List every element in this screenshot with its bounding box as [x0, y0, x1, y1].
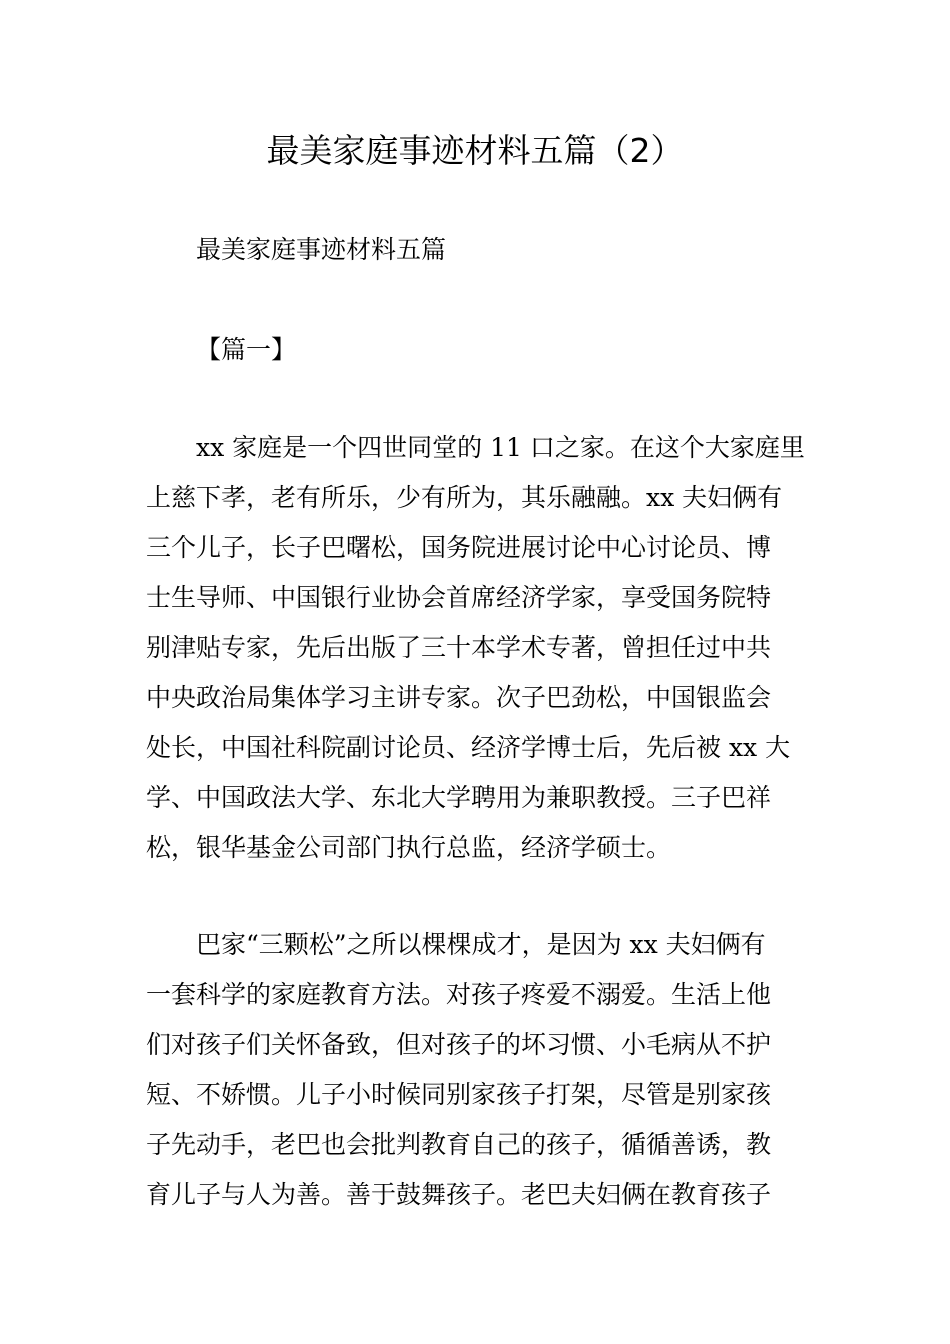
- paragraph-line: 们对孩子们关怀备致，但对孩子的坏习惯、小毛病从不护: [146, 1030, 772, 1059]
- section-label: 【篇一】: [196, 335, 297, 364]
- paragraph-line: 别津贴专家，先后出版了三十本学术专著，曾担任过中共: [146, 633, 772, 662]
- paragraph-line: 育儿子与人为善。善于鼓舞孩子。老巴夫妇俩在教育孩子: [146, 1180, 772, 1209]
- paragraph-line: 短、不娇惯。儿子小时候同别家孩子打架，尽管是别家孩: [146, 1080, 772, 1109]
- paragraph-2: [146, 920, 806, 1220]
- document-title: 最美家庭事迹材料五篇（2）: [266, 131, 684, 170]
- paragraph-line: 处长，中国社科院副讨论员、经济学博士后，先后被 xx 大: [146, 733, 791, 762]
- paragraph-line: xx 家庭是一个四世同堂的 11 口之家。在这个大家庭里: [196, 433, 805, 462]
- paragraph-line: 巴家“三颗松”之所以棵棵成才，是因为 xx 夫妇俩有: [196, 930, 766, 959]
- document-subtitle: 最美家庭事迹材料五篇: [196, 235, 447, 264]
- paragraph-line: 一套科学的家庭教育方法。对孩子疼爱不溺爱。生活上他: [146, 980, 772, 1009]
- paragraph-line: 上慈下孝，老有所乐，少有所为，其乐融融。xx 夫妇俩有: [146, 483, 783, 512]
- paragraph-line: 三个儿子，长子巴曙松，国务院进展讨论中心讨论员、博: [146, 533, 772, 562]
- paragraph-line: 子先动手，老巴也会批判教育自己的孩子，循循善诱，教: [146, 1130, 772, 1159]
- paragraph-1: [146, 423, 806, 873]
- paragraph-line: 学、中国政法大学、东北大学聘用为兼职教授。三子巴祥: [146, 783, 772, 812]
- paragraph-line: 士生导师、中国银行业协会首席经济学家，享受国务院特: [146, 583, 772, 612]
- paragraph-line: 松，银华基金公司部门执行总监，经济学硕士。: [146, 833, 672, 862]
- paragraph-line: 中央政治局集体学习主讲专家。次子巴劲松，中国银监会: [146, 683, 772, 712]
